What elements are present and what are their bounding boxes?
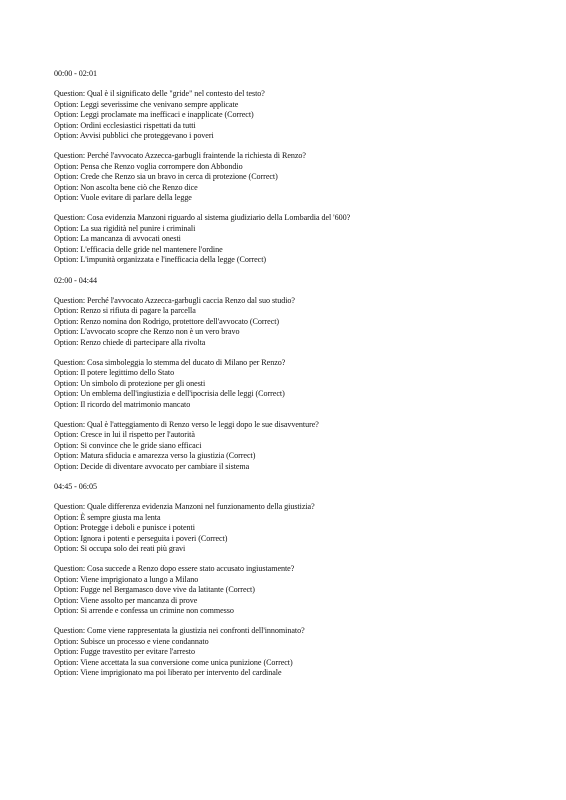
question-block <box>54 420 554 472</box>
option-text: Option: Matura sfiducia e amarezza verso la giustizia (Correct) <box>54 451 256 461</box>
option-text: Option: Ignora i potenti e perseguita i poveri (Correct) <box>54 533 228 543</box>
segment-time-heading: 00:00 - 02:01 <box>54 69 97 78</box>
question-text: Question: Quale differenza evidenzia Manzoni nel funzionamento della giustizia? <box>54 502 315 512</box>
question-text: Question: Perché l'avvocato Azzecca-garbugli fraintende la richiesta di Renzo? <box>54 151 306 161</box>
question-text: Question: Cosa evidenzia Manzoni riguardo al sistema giudiziario della Lombardia del '600? <box>54 213 351 223</box>
question-block <box>54 626 554 678</box>
option-text: Option: La mancanza di avvocati onesti <box>54 234 181 244</box>
question-block <box>54 358 554 410</box>
question-text: Question: Cosa simboleggia lo stemma del ducato di Milano per Renzo? <box>54 357 286 367</box>
option-text: Option: Un emblema dell'ingiustizia e dell'ipocrisia delle leggi (Correct) <box>54 389 285 399</box>
option-text: Option: Viene accettata la sua conversione come unica punizione (Correct) <box>54 657 293 667</box>
option-text: Option: Vuole evitare di parlare della legge <box>54 193 192 203</box>
option-text: Option: Ordini ecclesiastici rispettati da tutti <box>54 120 196 130</box>
option-text: Option: Avvisi pubblici che proteggevano i poveri <box>54 131 214 141</box>
option-text: Option: L'efficacia delle gride nel mantenere l'ordine <box>54 244 223 254</box>
option-text: Option: Fugge travestito per evitare l'arresto <box>54 647 195 657</box>
question-text: Question: Perché l'avvocato Azzecca-garbugli caccia Renzo dal suo studio? <box>54 295 295 305</box>
question-block <box>54 502 554 554</box>
option-text: Option: Renzo chiede di partecipare alla rivolta <box>54 337 206 347</box>
option-text: Option: Non ascolta bene ciò che Renzo dice <box>54 182 198 192</box>
option-text: Option: Si arrende e confessa un crimine non commesso <box>54 606 234 616</box>
option-text: Option: È sempre giusta ma lenta <box>54 512 161 522</box>
option-text: Option: Fugge nel Bergamasco dove vive da latitante (Correct) <box>54 585 255 595</box>
option-text: Option: Renzo nomina don Rodrigo, protettore dell'avvocato (Correct) <box>54 316 280 326</box>
option-text: Option: Cresce in lui il rispetto per l'autorità <box>54 430 195 440</box>
segment-time-heading: 02:00 - 04:44 <box>54 275 97 285</box>
segment-time-heading: 04:45 - 06:05 <box>54 482 97 491</box>
option-text: Option: Viene imprigionato ma poi liberato per intervento del cardinale <box>54 668 282 678</box>
option-text: Option: Leggi proclamate ma inefficaci e inapplicate (Correct) <box>54 110 254 120</box>
option-text: Option: Si convince che le gride siano efficaci <box>54 440 202 450</box>
option-text: Option: Pensa che Renzo voglia corrompere don Abbondio <box>54 161 243 171</box>
question-text: Question: Qual è l'atteggiamento di Renzo verso le leggi dopo le sue disavventure? <box>54 419 319 429</box>
question-text: Question: Qual è il significato delle "gride" nel contesto del testo? <box>54 89 265 99</box>
option-text: Option: Viene imprigionato a lungo a Milano <box>54 574 199 584</box>
option-text: Option: Renzo si rifiuta di pagare la parcella <box>54 306 196 316</box>
option-text: Option: Si occupa solo dei reati più gravi <box>54 544 186 554</box>
option-text: Option: Leggi severissime che venivano sempre applicate <box>54 99 239 109</box>
option-text: Option: Decide di diventare avvocato per cambiare il sistema <box>54 461 250 471</box>
option-text: Option: La sua rigidità nel punire i criminali <box>54 223 196 233</box>
option-text: Option: L'avvocato scopre che Renzo non è un vero bravo <box>54 327 240 337</box>
question-block <box>54 89 554 141</box>
option-text: Option: Viene assolto per mancanza di prove <box>54 595 198 605</box>
question-text: Question: Cosa succede a Renzo dopo essere stato accusato ingiustamente? <box>54 564 295 574</box>
option-text: Option: L'impunità organizzata e l'inefficacia della legge (Correct) <box>54 255 267 265</box>
option-text: Option: Il ricordo del matrimonio mancato <box>54 399 191 409</box>
question-block <box>54 213 554 265</box>
option-text: Option: Crede che Renzo sia un bravo in cerca di protezione (Correct) <box>54 172 278 182</box>
question-block <box>54 564 554 616</box>
option-text: Option: Subisce un processo e viene condannato <box>54 636 209 646</box>
document-page <box>54 69 554 689</box>
option-text: Option: Un simbolo di protezione per gli onesti <box>54 378 206 388</box>
option-text: Option: Il potere legittimo dello Stato <box>54 368 175 378</box>
option-text: Option: Protegge i deboli e punisce i potenti <box>54 523 195 533</box>
question-block <box>54 296 554 348</box>
question-text: Question: Come viene rappresentata la giustizia nei confronti dell'innominato? <box>54 626 305 636</box>
question-block <box>54 151 554 203</box>
